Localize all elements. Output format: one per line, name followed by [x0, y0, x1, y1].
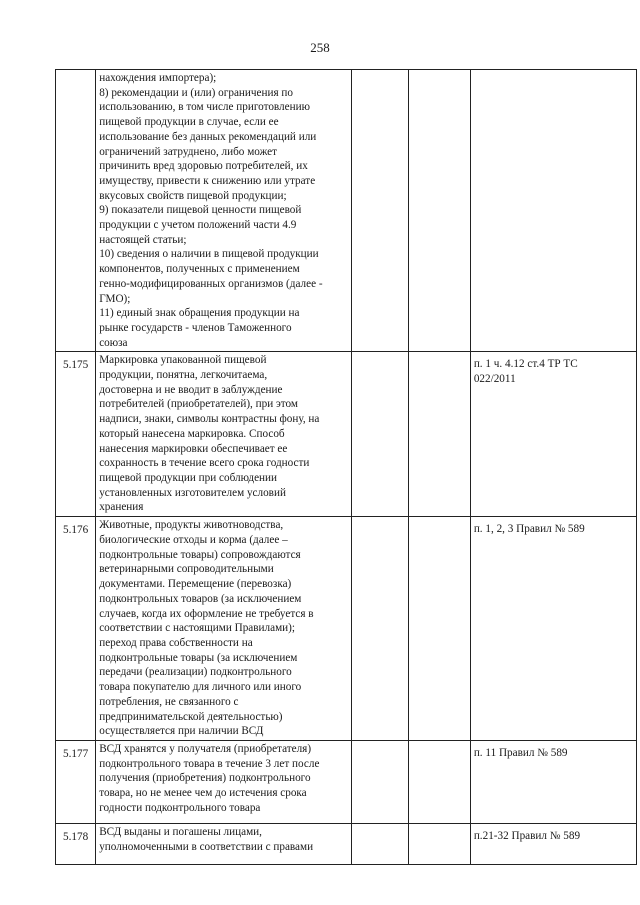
row-number: 5.175 — [63, 359, 89, 372]
row-number: 5.178 — [63, 830, 89, 843]
empty-cell — [352, 70, 409, 352]
requirement-text: ВСД выданы и погашены лицами, уполномоченными в соответствии с правами — [99, 825, 314, 853]
table-row — [56, 70, 637, 352]
empty-cell — [409, 517, 470, 741]
row-number: 5.177 — [63, 747, 89, 760]
legal-reference: п. 1 ч. 4.12 ст.4 ТР ТС 022/2011 — [473, 358, 578, 386]
reference-cell — [470, 352, 636, 517]
reference-cell — [470, 823, 636, 864]
page-number: 258 — [310, 40, 330, 55]
requirement-text: нахождения импортера); 8) рекомендации и (или) ограничения по использованию, в том числе приготовлению пищевой продукции в случае, если ее использование без данных рекомендаций или ограничений затруднено, либо может причинить вред здоровью потребителей, их имуществу, привести к снижению или утрате вкусовых свойств пищевой продукции; 9) показатели пищевой ценности пищевой продукции с учетом положений части 4.9 настоящей статьи; 10) сведения о наличии в пищевой продукции компонентов, полученных с применением генно-модифицированных организмов (далее - ГМО); 11) единый знак обращения продукции на рынке государств - членов Таможенного союза — [99, 72, 323, 349]
table-row — [56, 517, 637, 741]
empty-cell — [352, 517, 409, 741]
reference-cell — [470, 517, 636, 741]
row-number-cell — [56, 352, 96, 517]
requirement-text: Животные, продукты животноводства, биологические отходы и корма (далее – подконтрольные товары) сопровождаются ветеринарными сопроводительными документами. Перемещение (перевозка) подконтрольных товаров (за исключением случаев, когда их оформление не требуется в соответствии с настоящими Правилами); переход права собственности на подконтрольные товары (за исключением передачи (реализации) подконтрольного товара покупателю для личного или иного потребления, не связанного с предпринимательской деятельностью) осуществляется при наличии ВСД — [99, 519, 314, 738]
row-number-cell — [56, 823, 96, 864]
requirement-text-cell — [96, 70, 352, 352]
requirement-text-cell — [96, 823, 352, 864]
legal-reference: п.21-32 Правил № 589 — [473, 829, 581, 842]
requirement-text-cell — [96, 352, 352, 517]
empty-cell — [409, 823, 470, 864]
requirement-text: ВСД хранятся у получателя (приобретателя) подконтрольного товара в течение 3 лет после получения (приобретения) подконтрольного товара, но не менее чем до истечения срока годности подконтрольного товара — [99, 742, 320, 814]
table-row — [56, 740, 637, 823]
row-number: 5.176 — [63, 524, 89, 537]
table-row — [56, 352, 637, 517]
empty-cell — [409, 740, 470, 823]
table-row — [56, 823, 637, 864]
reference-cell — [470, 70, 636, 352]
reference-cell — [470, 740, 636, 823]
requirement-text-cell — [96, 517, 352, 741]
row-number-cell — [56, 517, 96, 741]
empty-cell — [409, 70, 470, 352]
requirements-table — [55, 69, 637, 865]
empty-cell — [352, 352, 409, 517]
empty-cell — [352, 823, 409, 864]
legal-reference: п. 1, 2, 3 Правил № 589 — [473, 523, 585, 536]
empty-cell — [352, 740, 409, 823]
row-number-cell — [56, 740, 96, 823]
requirement-text-cell — [96, 740, 352, 823]
requirement-text: Маркировка упакованной пищевой продукции, понятна, легкочитаема, достоверна и не вводит в заблуждение потребителей (приобретателей), при этом надписи, знаки, символы контрастны фону, на который нанесена маркировка. Способ нанесения маркировки обеспечивает ее сохранность в течение всего срока годности пищевой продукции при соблюдении установленных изготовителем условий хранения — [99, 354, 320, 514]
empty-cell — [409, 352, 470, 517]
legal-reference: п. 11 Правил № 589 — [473, 746, 568, 759]
row-number-cell — [56, 70, 96, 352]
